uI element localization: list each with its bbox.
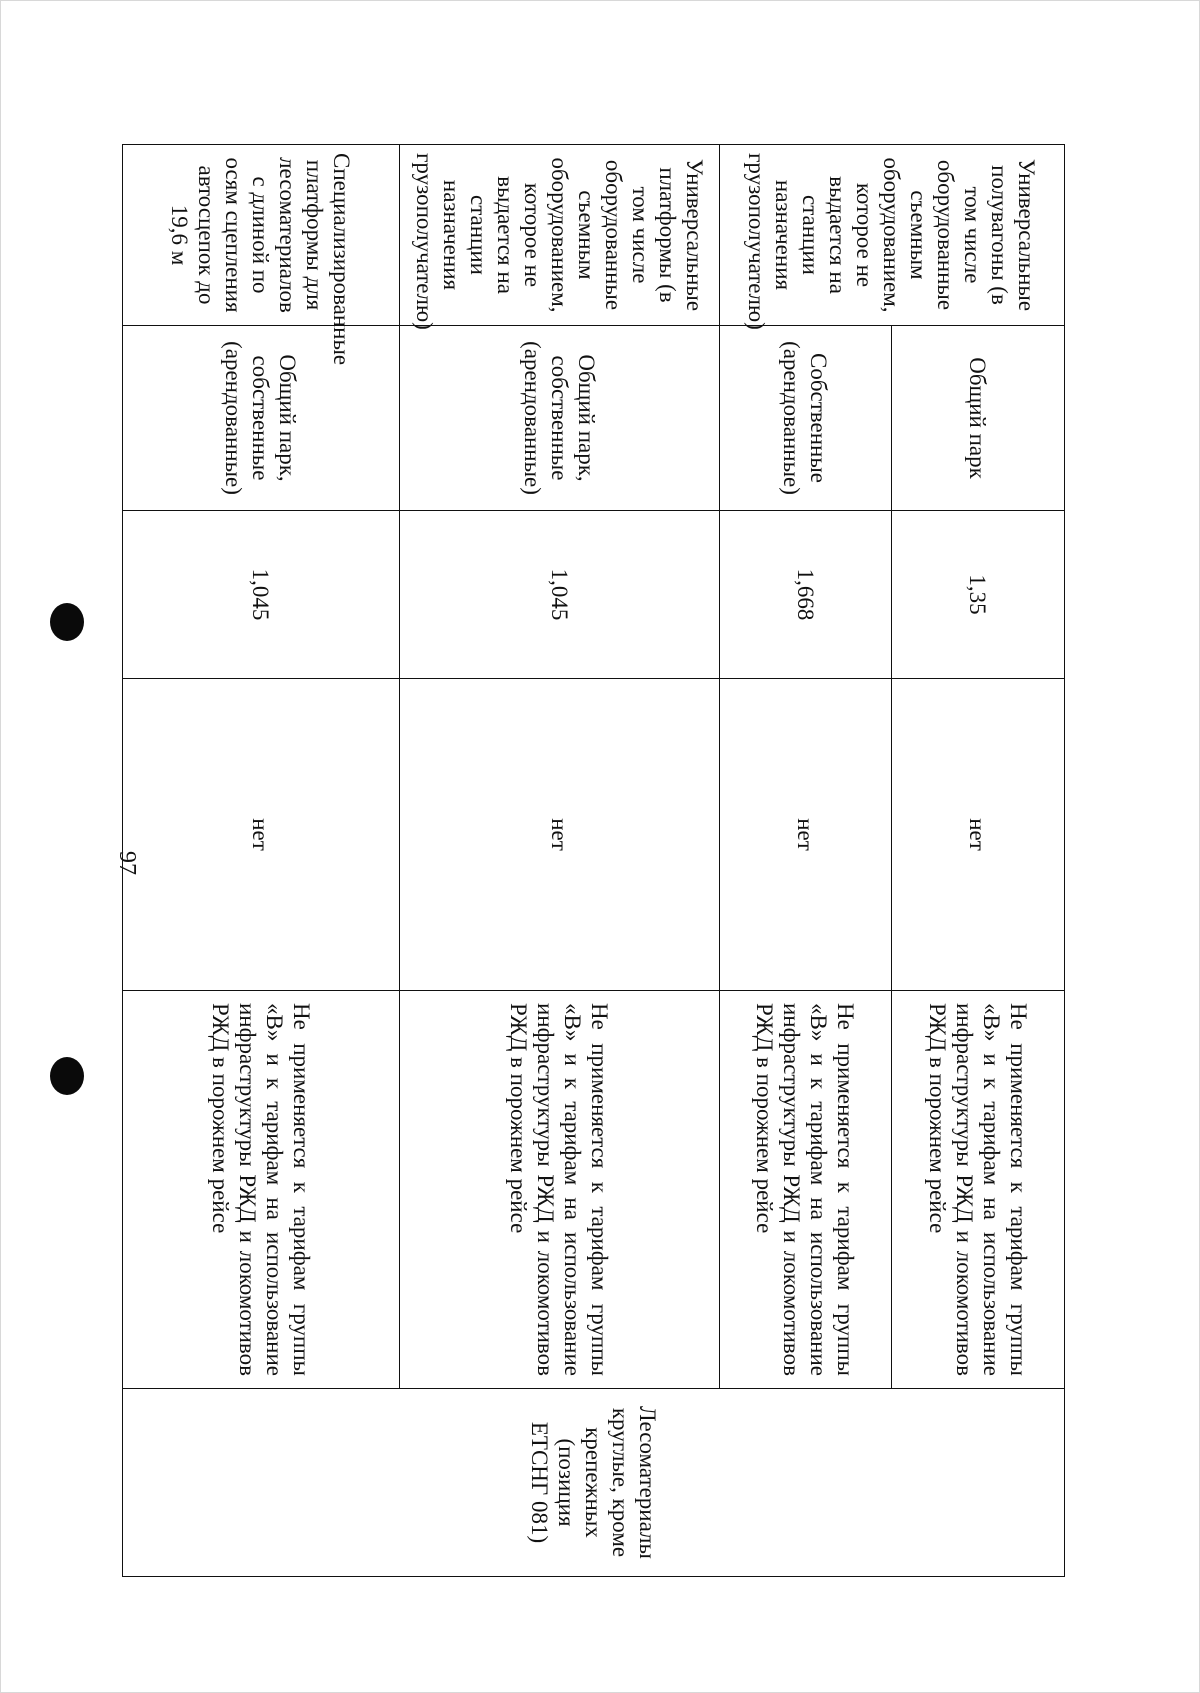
fleet-cell bbox=[400, 326, 720, 511]
wagon-type-cell bbox=[123, 145, 400, 366]
fleet-type: Общий парк, собственные (арендованные) bbox=[520, 341, 599, 495]
coefficient: 1,35 bbox=[965, 574, 991, 615]
value: нет bbox=[965, 818, 991, 851]
note-cell bbox=[400, 991, 720, 1389]
note: Не применяется к тарифам группы «В» и к тарифам на использование инфраструктуры РЖД и локомотивов РЖД в порожнем рейсе bbox=[208, 1003, 314, 1376]
note-cell bbox=[720, 991, 892, 1389]
value: нет bbox=[248, 818, 274, 851]
wagon-type: Универсальные платформы (в том числе оборудованные съемным оборудованием, которое не выдается на станции назначения грузополучателю) bbox=[412, 153, 707, 330]
value: нет bbox=[793, 818, 818, 851]
wagon-type: Специализированные платформы для лесоматериалов с длиной по осям сцепления автосцепок до 19,6 м bbox=[167, 153, 355, 366]
coefficient-cell bbox=[400, 511, 720, 679]
fleet-cell bbox=[720, 326, 892, 511]
value: нет bbox=[547, 818, 572, 851]
coefficient-cell bbox=[892, 511, 1065, 679]
coefficient: 1,045 bbox=[248, 568, 274, 621]
table-row bbox=[892, 145, 1065, 1577]
cargo-name: Лесоматериалы круглые, кроме крепежных (позиция ЕТСНГ 081) bbox=[527, 1406, 660, 1559]
fleet-type: Собственные (арендованные) bbox=[779, 341, 832, 495]
value-cell bbox=[123, 679, 400, 991]
fleet-cell bbox=[123, 326, 400, 511]
value-cell bbox=[400, 679, 720, 991]
fleet-cell bbox=[892, 326, 1065, 511]
coefficient: 1,045 bbox=[547, 568, 572, 621]
coefficient-cell bbox=[123, 511, 400, 679]
page-number: 97 bbox=[114, 851, 140, 875]
note: Не применяется к тарифам группы «В» и к тарифам на использование инфраструктуры РЖД и локомотивов РЖД в порожнем рейсе bbox=[506, 1003, 613, 1376]
rotated-table-container bbox=[123, 144, 1065, 1576]
note: Не применяется к тарифам группы «В» и к тарифам на использование инфраструктуры РЖД и локомотивов РЖД в порожнем рейсе bbox=[752, 1003, 859, 1376]
note-cell bbox=[892, 991, 1065, 1389]
coefficient: 1,668 bbox=[793, 568, 818, 621]
cargo-cell bbox=[123, 1389, 1065, 1577]
wagon-type-cell bbox=[400, 145, 720, 330]
value-cell bbox=[720, 679, 892, 991]
table-row bbox=[400, 145, 720, 1577]
tariff-table bbox=[122, 144, 1065, 1577]
note: Не применяется к тарифам группы «В» и к тарифам на использование инфраструктуры РЖД и локомотивов РЖД в порожнем рейсе bbox=[925, 1003, 1031, 1376]
coefficient-cell bbox=[720, 511, 892, 679]
punch-hole bbox=[50, 603, 84, 641]
fleet-type: Общий парк, собственные (арендованные) bbox=[221, 341, 301, 495]
wagon-type-cell bbox=[720, 145, 1065, 330]
note-cell bbox=[123, 991, 400, 1389]
table-row bbox=[720, 145, 892, 1577]
value-cell bbox=[892, 679, 1065, 991]
table-row bbox=[123, 145, 400, 1577]
punch-hole bbox=[50, 1057, 84, 1095]
wagon-type: Универсальные полувагоны (в том числе оборудованные съемным оборудованием, которое не выдается на станции назначения грузополучателю) bbox=[744, 153, 1040, 330]
fleet-type: Общий парк bbox=[965, 357, 991, 479]
